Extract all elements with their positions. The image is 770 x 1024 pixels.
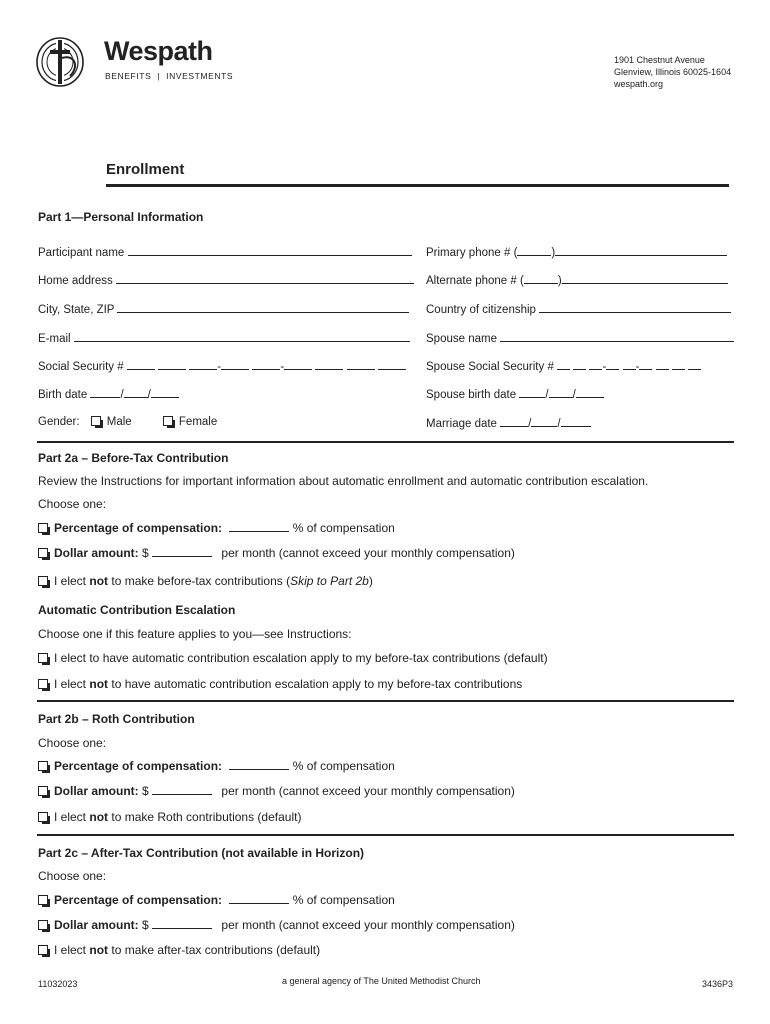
part2a-dollar-sign: $ bbox=[142, 546, 149, 560]
escalation-heading: Automatic Contribution Escalation bbox=[38, 603, 236, 617]
female-checkbox[interactable] bbox=[163, 416, 173, 426]
part2c-dollar-option bbox=[38, 918, 515, 932]
spouse-birth-date-label: Spouse birth date bbox=[426, 389, 517, 401]
address-line2: Glenview, Illinois 60025-1604 bbox=[614, 67, 732, 77]
address-block bbox=[614, 54, 731, 90]
footer-form-date: 11032023 bbox=[38, 979, 78, 989]
part2c-pct-label: Percentage of compensation: bbox=[54, 893, 223, 907]
escalation-choose: Choose one if this feature applies to you—see Instructions: bbox=[38, 627, 352, 641]
male-checkbox[interactable] bbox=[91, 416, 101, 426]
part2b-dollar-suffix: per month (cannot exceed your monthly compensation) bbox=[221, 784, 515, 798]
part1-heading: Part 1—Personal Information bbox=[38, 210, 204, 224]
escalation-opt2-post: to have automatic contribution escalation apply to my before-tax contributions bbox=[111, 677, 523, 691]
page-title: Enrollment bbox=[106, 161, 185, 178]
part2b-pct-option bbox=[38, 759, 395, 773]
part2a-pct-option bbox=[38, 521, 395, 535]
alternate-phone-field[interactable]: ( ) bbox=[520, 275, 728, 287]
primary-phone-row bbox=[426, 245, 727, 259]
gender-row bbox=[38, 416, 217, 428]
escalation-opt2-checkbox[interactable] bbox=[38, 679, 48, 689]
birth-date-row bbox=[38, 387, 179, 401]
part2a-pct-checkbox[interactable] bbox=[38, 523, 48, 533]
part2b-elect-not-option bbox=[38, 810, 301, 824]
city-state-zip-row bbox=[38, 302, 409, 316]
part2b-pct-suffix: % of compensation bbox=[292, 759, 395, 773]
escalation-opt2-not: not bbox=[89, 677, 109, 691]
home-address-row bbox=[38, 273, 414, 287]
alternate-phone-label: Alternate phone # bbox=[426, 275, 517, 287]
part2c-dollar-field[interactable] bbox=[152, 918, 212, 929]
part2a-intro: Review the Instructions for important information about automatic enrollment and automatic contribution escalation. bbox=[38, 474, 649, 488]
part2b-choose: Choose one: bbox=[38, 736, 107, 750]
email-field[interactable] bbox=[74, 331, 410, 342]
part2b-dollar-field[interactable] bbox=[152, 784, 212, 795]
birth-date-field[interactable]: / / bbox=[90, 389, 178, 401]
email-row bbox=[38, 331, 410, 345]
wespath-logo: Wespath BENEFITS | INVESTMENTS bbox=[36, 36, 226, 90]
escalation-option-1 bbox=[38, 651, 548, 665]
part2c-elect-pre: I elect bbox=[54, 943, 87, 957]
part2c-dollar-sign: $ bbox=[142, 918, 149, 932]
title-rule bbox=[106, 184, 729, 187]
part2b-heading: Part 2b – Roth Contribution bbox=[38, 712, 195, 726]
spouse-name-label: Spouse name bbox=[426, 333, 497, 345]
section-divider bbox=[37, 700, 734, 702]
participant-name-row bbox=[38, 245, 412, 259]
part2c-dollar-suffix: per month (cannot exceed your monthly compensation) bbox=[221, 918, 515, 932]
escalation-opt1-checkbox[interactable] bbox=[38, 653, 48, 663]
home-address-field[interactable] bbox=[116, 273, 414, 284]
spouse-birth-date-row bbox=[426, 387, 604, 401]
part2a-dollar-label: Dollar amount: bbox=[54, 546, 139, 560]
country-label: Country of citizenship bbox=[426, 304, 536, 316]
logo-tagline-benefits: BENEFITS bbox=[105, 71, 152, 81]
escalation-opt1-label: I elect to have automatic contribution escalation apply to my before-tax contributions (default) bbox=[54, 651, 548, 665]
part2c-elect-not-checkbox[interactable] bbox=[38, 945, 48, 955]
part2b-not: not bbox=[89, 810, 109, 824]
part2a-close: ) bbox=[368, 574, 373, 588]
part2b-dollar-option bbox=[38, 784, 515, 798]
city-state-zip-field[interactable] bbox=[117, 302, 409, 313]
section-divider bbox=[37, 441, 734, 443]
part2c-pct-suffix: % of compensation bbox=[292, 893, 395, 907]
part2b-dollar-checkbox[interactable] bbox=[38, 786, 48, 796]
part2a-dollar-option bbox=[38, 546, 515, 560]
part2b-pct-field[interactable] bbox=[229, 759, 289, 770]
part2c-dollar-checkbox[interactable] bbox=[38, 920, 48, 930]
part2a-dollar-field[interactable] bbox=[152, 546, 212, 557]
part2a-skip: Skip to Part 2b bbox=[290, 574, 369, 588]
part2a-elect-pre: I elect bbox=[54, 574, 87, 588]
spouse-ssn-field[interactable]: - - bbox=[557, 361, 701, 373]
part2c-elect-post: to make after-tax contributions (default) bbox=[111, 943, 321, 957]
footer-form-number: 3436P3 bbox=[702, 979, 734, 989]
marriage-date-label: Marriage date bbox=[426, 418, 497, 430]
country-field[interactable] bbox=[539, 302, 731, 313]
escalation-opt2-pre: I elect bbox=[54, 677, 87, 691]
part2b-elect-post: to make Roth contributions (default) bbox=[111, 810, 302, 824]
primary-phone-label: Primary phone # bbox=[426, 247, 511, 259]
spouse-birth-date-field[interactable]: / / bbox=[519, 389, 603, 401]
part2a-elect-post: to make before-tax contributions ( bbox=[111, 574, 291, 588]
part2c-elect-not-option bbox=[38, 943, 320, 957]
section-divider bbox=[37, 834, 734, 836]
gender-label: Gender: bbox=[38, 416, 80, 428]
part2c-heading: Part 2c – After-Tax Contribution (not available in Horizon) bbox=[38, 846, 365, 860]
part2a-not: not bbox=[89, 574, 109, 588]
home-address-label: Home address bbox=[38, 275, 113, 287]
city-state-zip-label: City, State, ZIP bbox=[38, 304, 115, 316]
ssn-label: Social Security # bbox=[38, 361, 124, 373]
logo-mark-icon bbox=[36, 36, 96, 88]
part2a-elect-not-option bbox=[38, 574, 373, 588]
part2b-elect-not-checkbox[interactable] bbox=[38, 812, 48, 822]
part2b-dollar-label: Dollar amount: bbox=[54, 784, 139, 798]
escalation-option-2 bbox=[38, 677, 522, 691]
part2a-choose: Choose one: bbox=[38, 497, 107, 511]
spouse-name-row bbox=[426, 331, 734, 345]
participant-name-field[interactable] bbox=[128, 245, 412, 256]
address-line1: 1901 Chestnut Avenue bbox=[614, 55, 705, 65]
ssn-row bbox=[38, 359, 406, 373]
footer-agency: a general agency of The United Methodist Church bbox=[282, 976, 481, 986]
part2b-elect-pre: I elect bbox=[54, 810, 87, 824]
logo-name: Wespath bbox=[104, 36, 213, 66]
primary-phone-field[interactable]: ( ) bbox=[514, 247, 728, 259]
birth-date-label: Birth date bbox=[38, 389, 88, 401]
part2a-pct-suffix: % of compensation bbox=[292, 521, 395, 535]
part2c-pct-field[interactable] bbox=[229, 893, 289, 904]
alternate-phone-row bbox=[426, 273, 728, 287]
spouse-ssn-row bbox=[426, 359, 701, 373]
part2a-dollar-suffix: per month (cannot exceed your monthly compensation) bbox=[221, 546, 515, 560]
marriage-date-field[interactable]: / / bbox=[500, 418, 590, 430]
spouse-name-field[interactable] bbox=[500, 331, 734, 342]
male-label: Male bbox=[106, 416, 132, 428]
part2c-choose: Choose one: bbox=[38, 869, 107, 883]
address-line3: wespath.org bbox=[614, 79, 664, 89]
part2c-pct-checkbox[interactable] bbox=[38, 895, 48, 905]
logo-tagline-investments: INVESTMENTS bbox=[166, 71, 234, 81]
marriage-date-row bbox=[426, 416, 591, 430]
part2b-pct-checkbox[interactable] bbox=[38, 761, 48, 771]
part2a-pct-label: Percentage of compensation: bbox=[54, 521, 223, 535]
spouse-ssn-label: Spouse Social Security # bbox=[426, 361, 554, 373]
part2a-dollar-checkbox[interactable] bbox=[38, 548, 48, 558]
email-label: E-mail bbox=[38, 333, 71, 345]
part2a-pct-field[interactable] bbox=[229, 521, 289, 532]
ssn-field[interactable]: - - bbox=[127, 361, 406, 373]
part2b-pct-label: Percentage of compensation: bbox=[54, 759, 223, 773]
part2b-dollar-sign: $ bbox=[142, 784, 149, 798]
country-row bbox=[426, 302, 731, 316]
part2c-pct-option bbox=[38, 893, 395, 907]
participant-name-label: Participant name bbox=[38, 247, 125, 259]
female-label: Female bbox=[178, 416, 218, 428]
part2a-heading: Part 2a – Before-Tax Contribution bbox=[38, 451, 229, 465]
part2c-not: not bbox=[89, 943, 109, 957]
part2a-elect-not-checkbox[interactable] bbox=[38, 576, 48, 586]
part2c-dollar-label: Dollar amount: bbox=[54, 918, 139, 932]
